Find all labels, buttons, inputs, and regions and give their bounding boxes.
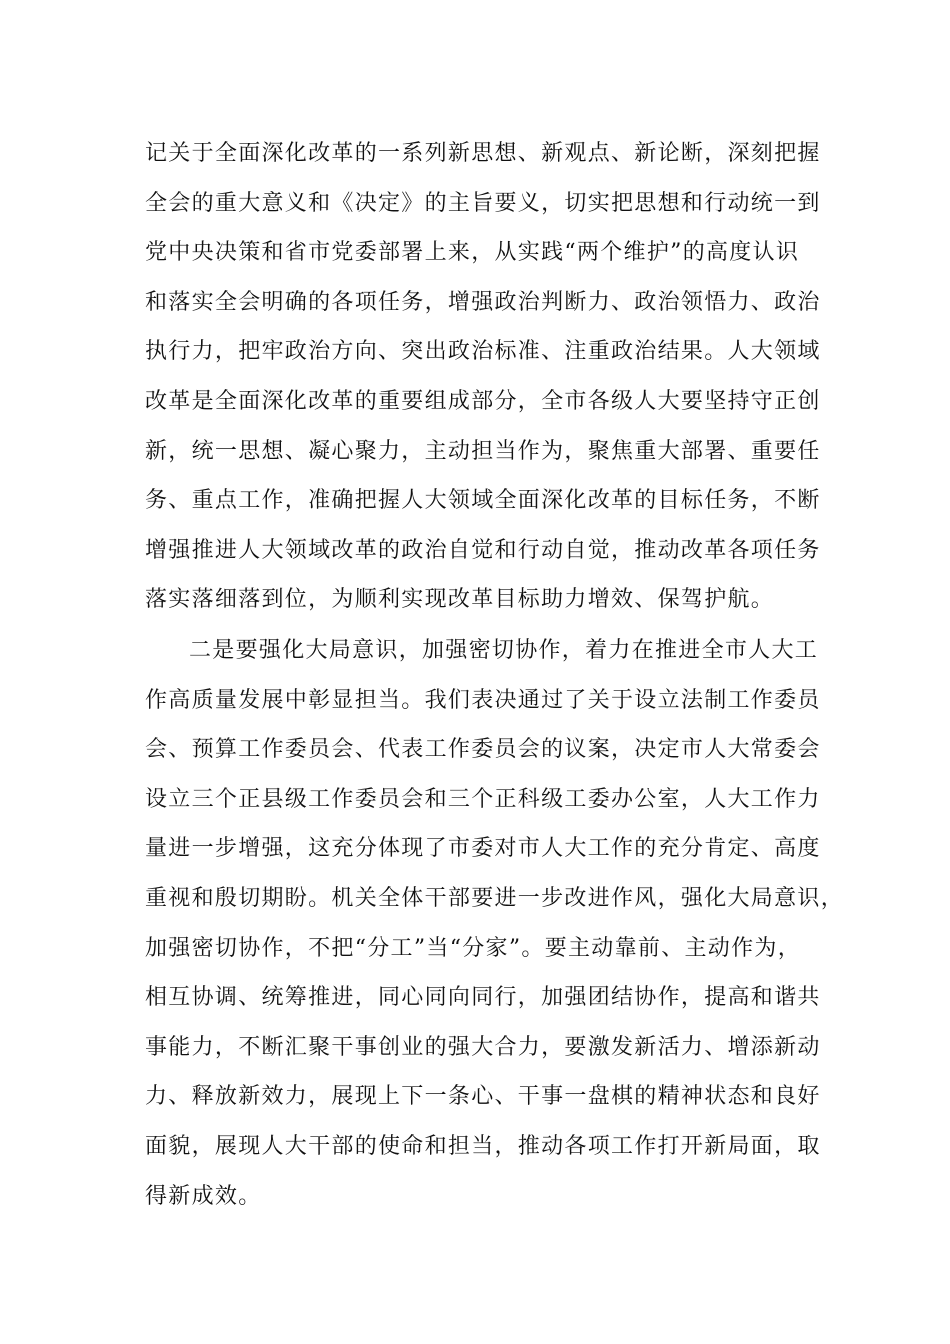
paragraph-line: 新，统一思想、凝心聚力，主动担当作为，聚焦重大部署、重要任 [145, 438, 821, 464]
paragraph-line: 增强推进人大领域改革的政治自觉和行动自觉，推动改革各项任务 [145, 537, 821, 563]
paragraph-line: 全会的重大意义和《决定》的主旨要义，切实把思想和行动统一到 [145, 190, 821, 216]
paragraph-line: 和落实全会明确的各项任务，增强政治判断力、政治领悟力、政治 [145, 289, 821, 315]
paragraph-line: 作高质量发展中彰显担当。我们表决通过了关于设立法制工作委员 [145, 687, 821, 713]
paragraph-1 [145, 129, 825, 625]
paragraph-line: 改革是全面深化改革的重要组成部分，全市各级人大要坚持守正创 [145, 388, 821, 414]
paragraph-2 [145, 626, 845, 1221]
paragraph-line: 相互协调、统筹推进，同心同向同行，加强团结协作，提高和谐共 [145, 985, 821, 1011]
paragraph-line: 面貌，展现人大干部的使命和担当，推动各项工作打开新局面，取 [145, 1133, 821, 1159]
paragraph-line: 力、释放新效力，展现上下一条心、干事一盘棋的精神状态和良好 [145, 1084, 821, 1110]
paragraph-line: 量进一步增强，这充分体现了市委对市人大工作的充分肯定、高度 [145, 836, 821, 862]
paragraph-line: 务、重点工作，准确把握人大领域全面深化改革的目标任务，不断 [145, 488, 821, 514]
paragraph-line: 记关于全面深化改革的一系列新思想、新观点、新论断，深刻把握 [145, 141, 821, 166]
paragraph-line: 加强密切协作，不把“分工”当“分家”。要主动靠前、主动作为， [145, 935, 801, 961]
paragraph-line: 会、预算工作委员会、代表工作委员会的议案，决定市人大常委会 [145, 737, 821, 763]
paragraph-line: 事能力，不断汇聚干事创业的强大合力，要激发新活力、增添新动 [145, 1034, 821, 1060]
paragraph-line: 落实落细落到位，为顺利实现改革目标助力增效、保驾护航。 [145, 587, 775, 613]
paragraph-line: 设立三个正县级工作委员会和三个正科级工委办公室，人大工作力 [145, 786, 821, 812]
paragraph-line: 重视和殷切期盼。机关全体干部要进一步改进作风，强化大局意识， [145, 885, 845, 911]
paragraph-line: 得新成效。 [145, 1183, 262, 1209]
paragraph-line: 执行力，把牢政治方向、突出政治标准、注重政治结果。人大领域 [145, 339, 821, 365]
paragraph-line: 党中央决策和省市党委部署上来，从实践“两个维护”的高度认识 [145, 240, 800, 266]
paragraph-line: 二是要强化大局意识，加强密切协作，着力在推进全市人大工 [189, 638, 819, 663]
